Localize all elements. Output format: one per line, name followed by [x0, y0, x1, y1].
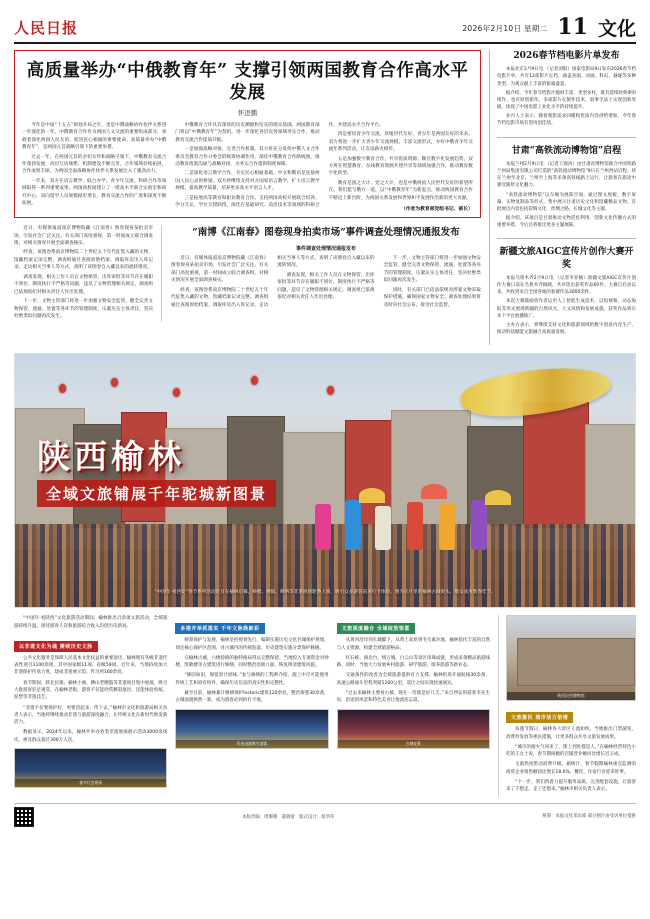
crowd-band — [15, 550, 635, 580]
lead-paragraph: 中俄教育合作具有深厚的历史渊源和坚实的现实基础。两国教育部门将以“中俄教育年”为契机，进一步深化各层次各领域务实合作，推动教育交流合作提质升级。 — [175, 122, 320, 143]
lead-article — [14, 50, 481, 218]
side-paragraph: “高铁流动博物馆”以车厢为展陈空间，通过图文展板、数字屏幕、实物复制品等形式，集中展示甘肃历史文化和馆藏精品文物。首批展出内容包括彩陶文化、丝绸之路、长城文化等主题。 — [496, 192, 636, 212]
lead-body — [22, 122, 473, 212]
sub-section — [14, 225, 481, 322]
lead-paragraph: 教育是国之大计、党之大计，也是中俄两国人民世代友好的希望所在。我们愿与俄方一道，以“中俄教育年”为新起点，推动两国教育合作不断迈上新台阶，为两国关系发展和世界和平发展作出新的更大贡献。 — [328, 180, 473, 201]
sub-paragraph: 下一步，文物主管部门将进一步加强文物安全监管，健全完善文物保管、流通、处置等各环节的管理制度，压紧压实主体责任，坚决杜绝类似问题再次发生。 — [383, 255, 481, 284]
bottom-paragraph: 从黄河沿岸到长城脚下，从黄土高原到毛乌素沙地，榆林依托丰富的自然与人文资源，构建全域旅游格局。 — [336, 638, 490, 651]
side-paragraph: 据介绍，今年春节档影片题材丰富、类型多样，既有延续经典IP的续作，也有原创新作。多部影片在制作技术、叙事手法上实现创新突破，体现了中国电影工业化水平的持续提升。 — [496, 90, 636, 111]
dancer-figure — [375, 506, 391, 550]
thumbnail-photo — [14, 748, 167, 788]
right-paragraph: 文旅热度带动消费升级。据统计，春节假期榆林重点监测的商贸企业销售额同比增长18.6%，餐饮、住宿行业迎来旺季。 — [505, 762, 636, 775]
side-photo — [506, 615, 636, 701]
fan-prop — [359, 488, 385, 503]
sub-paragraph: 经查，该图卷系南京博物院二十世纪五十年代征集入藏的文物，馆藏档案记录完整。调查组通过查阅原始档案、调取库房出入库记录、走访相关当事人等方式，查明了该图卷自入藏以来的流转情况。 — [171, 255, 375, 308]
sub-paragraph: 近日，有媒体报道南京博物院藏《江南春》图卷现身某拍卖市场，引发社会广泛关注。有关部门高度重视，第一时间成立联合调查组，对相关情况开展全面调查核实。 — [171, 255, 269, 284]
sub-paragraph: 同时，有关部门已依法依规对涉案文物采取保护措施，确保国家文物安全。调查处理结果将及时向社会公布，接受社会监督。 — [383, 287, 481, 308]
bottom-paragraph: 红石峡、镇北台、统万城、白云山等景区串珠成链，形成多条精品旅游线路。同时，当地大力发展乡村旅游、研学旅游、康养旅游等新业态。 — [336, 655, 490, 669]
bottom-paragraph: 交通条件的改善为全域旅游提供有力支撑。榆林机场开通航线30余条，高速公路通车里程突破1100公里，景区之间实现快速通达。 — [336, 673, 490, 686]
footer-credits: 本版责编：周珊珊 董晓蕾 版式设计：蔡华伟 — [242, 814, 335, 820]
sub-left-paragraph: 调查发现，相关工作人员在文物保管、出库审批等环节存在履职不到位、制度执行不严格等问题，违反了文物管理相关规定。调查组已依规依纪对相关责任人作出处理。 — [14, 274, 153, 295]
section-tag: 以非遗文化为魂 赓续历史文脉 — [14, 641, 98, 652]
fan-prop — [421, 484, 447, 499]
masthead-right — [462, 14, 636, 41]
side-headline: 甘肃“高铁流动博物馆”启程 — [511, 145, 622, 156]
side-headline: 2026春节档电影片单发布 — [513, 51, 620, 61]
dancer-figure — [345, 500, 361, 550]
fan-prop — [485, 490, 511, 505]
section-tag: 文旅深度融合 全域绽放惊喜 — [337, 623, 415, 634]
dancer-figure — [407, 502, 423, 550]
building-shape — [283, 432, 345, 526]
divider — [497, 238, 636, 239]
side-photo-building — [517, 638, 635, 686]
side-photo-caption: 陕西民俗博物馆 — [507, 692, 635, 700]
side-article-2 — [497, 145, 636, 230]
lead-paragraph: 二是深化语言教学合作，夯实民心相通基础。中文和俄语是连接两国人民心灵的桥梁。双方将继续支持对方国家语言教学，扩大语言教学规模，提高教学质量，培养更多高水平语言人才。 — [175, 171, 320, 192]
feature-title: 陕西榆林 — [37, 437, 185, 477]
lead-signature: （作者为教育部党组书记、部长） — [400, 207, 473, 213]
sub-left-paragraph: 下一步，文物主管部门将进一步加强文物安全监管，健全完善文物保管、流通、处置等各环节的管理制度，压紧压实主体责任，坚决杜绝类似问题再次发生。 — [14, 299, 153, 319]
side-paragraph: 本报乌鲁木齐2月9日电 （记者李亚楠）新疆文旅AIGC宣传片创作大赛日前在乌鲁木齐揭晓，共评选出获奖作品60件。大赛自启动以来，共收到来自全国各地的参赛作品3000余件。 — [496, 275, 636, 296]
sub-left-column — [14, 225, 162, 322]
bottom-column-3 — [337, 615, 490, 796]
page-number: 11 — [557, 14, 588, 41]
right-paragraph: “下一步，我们将着力提升服务品质，完善配套设施，让游客来了不想走、走了还想来。”榆林市相关负责人表示。 — [505, 779, 636, 793]
feature-caption: “中国年·看西安”春节系列活动近日在榆林启幕，秧歌、腰鼓、唢呐等非遗展演轮番上演，吸引众多游客前来打卡体验。图为正月里的榆林古城街头，群众欢度新春佳节。 — [154, 590, 496, 596]
bottom-paragraph: 在榆林古城，六楼骑街的独特格局得以完整保留。当地投入专项资金对钟楼、凯歌楼等古建筑进行修缮，同时整治沿街立面，恢复明清建筑风貌。 — [175, 655, 329, 669]
bottom-paragraph: 春节期间，陕北民歌、榆林小曲、横山老腰鼓等非遗项目集中展演，吸引大批游客驻足观赏。在榆林老街，游客不仅能欣赏精彩演出，还能体验剪纸、泥塑等非遗技艺。 — [14, 680, 168, 701]
side-article-1 — [497, 50, 636, 128]
side-paragraph: 本次大赛鼓励创作者运用人工智能生成技术，以短视频、动态海报等形式展现新疆的自然风光、人文风情和发展成就。获奖作品将在多个平台展播推广。 — [496, 299, 636, 319]
lead-paragraph: 五是加强数字教育合作，共享优质资源。顺应数字化发展趋势，双方将在智慧教育、在线教育资源共建共享等领域加强合作，推动教育数字化转型。 — [328, 156, 473, 177]
lead-paragraph: 四是密切青少年交流，厚植世代友好。青少年是两国友好的未来。双方将进一步扩大青少年交流规模，丰富交流形式，办好中俄青少年交流年系列活动，让友谊薪火相传。 — [328, 132, 473, 153]
side-paragraph: 业内人士表示，随着观影需求回暖和优质内容供给增加，今年春节档电影市场有望再创佳绩。 — [496, 114, 636, 127]
thumbnail-caption: 民俗表演吸引游客 — [176, 740, 327, 748]
feature-subtitle: 全域文旅铺展千年驼城新图景 — [37, 480, 276, 507]
publication-date: 2026年2月10日 星期二 — [462, 24, 548, 33]
footer-right-credits: 统筹：本报文化采访部 部分图片由受访单位提供 — [542, 813, 636, 819]
lead-paragraph: 今年是中国“十五五”规划开局之年，也是中俄战略协作伙伴关系进一步深化的一年。中俄教育合作作为两国人文交流的重要组成部分，承载着深化两国人民友谊、促进民心相通的重要使命。高质量举办“中俄教育年”，是两国元首战略引领下的重要举措。 — [22, 122, 167, 151]
side-article-3 — [497, 246, 636, 336]
bottom-column-1 — [14, 615, 167, 796]
sub-headline: “南博《江南春》图卷现身拍卖市场”事件调查处理情况通报发布 — [192, 227, 460, 239]
bottom-paragraph: 统筹保护与发展，榆林坚持规划先行，编制实施历史文化名城保护规划，划定核心保护区范围，对古城内的传统院落、历史建筑实施分类保护修缮。 — [175, 638, 329, 651]
lead-headline: 高质量举办“中俄教育年” 支撑引领两国教育合作高水平发展 — [26, 61, 469, 103]
sub-article — [171, 225, 481, 322]
bottom-paragraph: 数据显示，2024年以来，榆林共举办各类非遗展演展示活动3000余场次，惠及群众超过300万人次。 — [14, 730, 168, 743]
building-shape — [523, 402, 589, 528]
bottom-column-right — [498, 615, 636, 796]
sub-kicker: 事件调查处理情况通报发布 — [295, 245, 356, 252]
lead-paragraph: 过去一年，在两国元首的亲切关怀和战略引领下，中俄教育交流合作蓬勃发展，高层互访频繁，机制建设不断完善，合作领域持续拓展，合作成果丰硕，为两国全面战略协作伙伴关系发展注入了强劲动力。 — [22, 154, 167, 175]
dancer-figure — [471, 500, 487, 550]
sub-body — [171, 255, 481, 309]
qr-code-icon[interactable] — [14, 807, 34, 827]
thumbnail-photo — [175, 709, 328, 749]
sub-paragraph: 调查发现，相关工作人员在文物保管、出库审批等环节存在履职不到位、制度执行不严格等问题，违反了文物管理相关规定。调查组已依规依纪对相关责任人作出处理。 — [277, 272, 375, 301]
bottom-paragraph: 公共文化服务是保障人民基本文化权益的重要途径。榆林现有各级非遗代表性项目1100余项，其中国家级11项、省级59项。近年来，当地持续加大非遗保护传承力度，建成非遗展示馆、传习所160余处。 — [14, 655, 168, 676]
thumbnail-photo — [337, 709, 490, 749]
side-paragraph: 主办方表示，将继续支持文化和旅游领域的数字创意内容生产，推动科技赋能文旅融合高质量发展。 — [496, 322, 636, 336]
masthead — [14, 10, 636, 44]
bottom-paragraph: “非遗不仅要保护好，更要活起来、传下去。”榆林市文化和旅游局相关负责人表示，当地将继续推动非遗与旅游深度融合，让传统文化在新时代焕发新活力。 — [14, 705, 168, 726]
side-paragraph: 据介绍，该项目是甘肃推动文物活化利用、创新文化传播方式的重要举措，今后还将推出更多主题展陈。 — [496, 216, 636, 229]
feature-photo — [14, 353, 636, 608]
lead-paragraph: 一年来，双方在语言教学、联合办学、青少年交流、科研合作等领域取得一系列重要成果。两国高校间建立了一批高水平联合实验室和研究中心，双向留学人员规模稳步增长，教育交流合作的广度和深度不断拓展。 — [22, 178, 167, 207]
right-paragraph: “城市的烟火气回来了，街上到处都是人。”在榆林经营特色小吃的王女士说，春节期间她的店铺营业额同比增长近五成。 — [505, 744, 636, 758]
thumbnail-caption: 古城夜景 — [338, 740, 489, 748]
building-shape — [585, 424, 636, 528]
top-section — [14, 50, 636, 345]
side-column — [489, 50, 636, 345]
dancer-figure — [439, 504, 455, 550]
section-title: 文化 — [597, 17, 636, 40]
sub-left-paragraph: 近日，有媒体报道南京博物院藏《江南春》图卷现身某拍卖市场，引发社会广泛关注。有关部门高度重视，第一时间成立联合调查组，对相关情况开展全面调查核实。 — [14, 226, 153, 246]
side-paragraph: 本报北京2月9日电 （记者刘阳）国家电影局9日发布2026春节档电影片单，共有12部影片定档，涵盖喜剧、动画、科幻、悬疑等多种类型，为观众献上丰富的银幕盛宴。 — [496, 67, 636, 87]
side-paragraph: 本报兰州2月9日电 （记者王锦涛）由甘肃省博物馆联合中国铁路兰州局集团有限公司打造的“高铁流动博物馆”9日在兰州西站启程，将在兰州至北京、兰州至上海等多条高铁线路上运行，让旅客在旅途中感受陇原文化魅力。 — [496, 161, 636, 189]
section-tag: 多措并举抓落实 千年文脉焕新彩 — [175, 623, 264, 634]
sub-left-paragraph: 经查，该图卷系南京博物院二十世纪五十年代征集入藏的文物，馆藏档案记录完整。调查组通过查阅原始档案、调取库房出入库记录、走访相关当事人等方式，查明了该图卷自入藏以来的流转情况。 — [14, 250, 153, 271]
bottom-paragraph: “修旧如旧，保留原汁原味。”参与修缮的工程师介绍，施工中尽可能使用传统工艺和原有构件，确保历史信息的真实性和完整性。 — [175, 673, 329, 686]
bottom-section — [14, 615, 636, 796]
page-footer — [14, 803, 636, 827]
newspaper-logo: 人民日报 — [14, 19, 79, 37]
bottom-paragraph: “过去来榆林主要看古城，现在一待就是好几天。”来自西安的游客李先生说，沿途的风景和特色美食让他流连忘返。 — [336, 690, 490, 704]
bottom-paragraph: 截至目前，榆林累计修缮保护historic建筑120余处，整治街巷30余条，古城面貌焕然一新，成为游客必到的打卡地。 — [175, 690, 329, 704]
lead-byline: 怀进鹏 — [237, 108, 258, 117]
main-column — [14, 50, 481, 345]
lead-paragraph: 三是拓展高等教育和职业教育合作。支持两国高校开展联合培养、学分互认、学位互授联授，深化在基础研究、前沿技术等领域的科研合作，共建高水平合作平台。 — [175, 122, 384, 209]
building-shape — [391, 410, 471, 528]
side-headline: 新疆文旅AIGC宣传片创作大赛开奖 — [499, 247, 634, 270]
lead-paragraph: 一是加强战略对接，完善合作机制。双方将充分发挥中俄人文合作委员会教育合作分委会的统筹协调作用，深化中俄教育合作路线图，推动教育政策沟通与战略对接，为务实合作提供制度保障。 — [175, 147, 320, 167]
divider — [497, 137, 636, 138]
section-tag: 文旅惠民 城市活力倍增 — [506, 712, 573, 723]
thumbnail-caption: 春节灯会现场 — [15, 779, 166, 787]
bottom-intro: “中国年·看陕西”文化旅游活动期间，榆林推出百余项文旅活动，全域旅游持续升温，接待游客人次和旅游综合收入均创历史新高。 — [14, 616, 168, 629]
right-paragraph: 每逢节假日，榆林各大景区人流如织。当地推出门票减免、消费券发放等惠民措施，让更多群众共享文旅发展成果。 — [505, 727, 636, 740]
bottom-column-2 — [175, 615, 328, 796]
feature-title-block — [37, 437, 276, 507]
dancer-figure — [315, 504, 331, 550]
